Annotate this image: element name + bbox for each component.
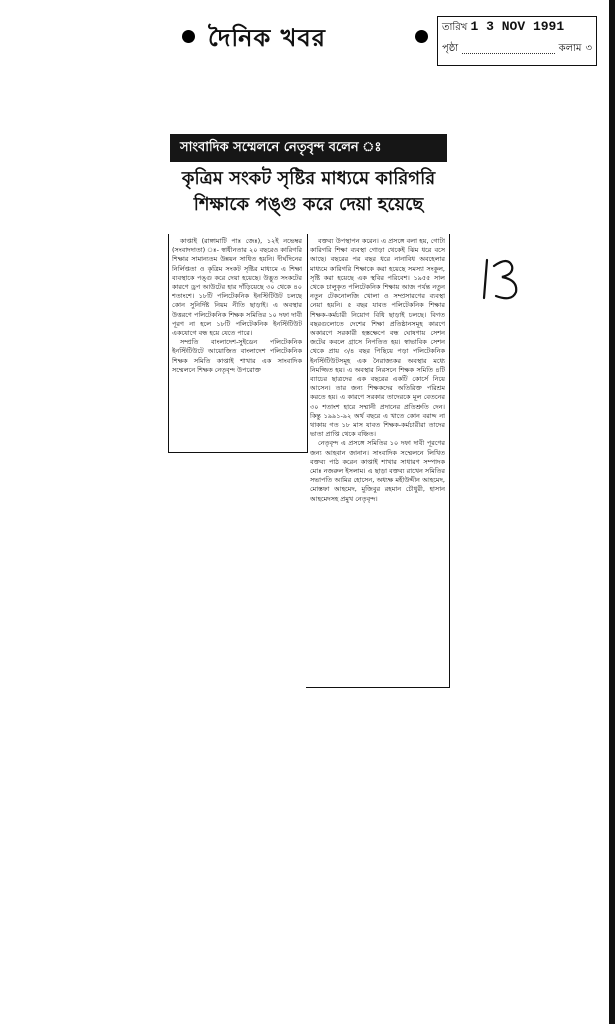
paragraph: সম্প্রতি বাংলাদেশ-সুইডেন পলিটেকনিক ইনস্টিটিউটে আয়োজিত বাংলাদেশ পলিটেকনিক শিক্ষক সমিতি কাপ্তাই শাখার এক সাংবাদিক সম্মেলনে শিক্ষক নেতৃবৃন্দ উপরোক্ত: [172, 338, 302, 374]
column-label: কলাম: [558, 43, 582, 54]
punch-hole-left: [182, 30, 195, 43]
article-column-left: [172, 237, 302, 449]
date-value: 1 3 NOV 1991: [470, 19, 565, 34]
punch-hole-right: [415, 30, 428, 43]
date-stamp: [437, 16, 597, 66]
scan-edge: [609, 0, 615, 1024]
article-column-right: [310, 237, 445, 683]
date-label: তারিখ: [442, 22, 468, 33]
article-headline: কৃত্রিম সংকট সৃষ্টির মাধ্যমে কারিগরি শিক্ষাকে পঙ্গু করে দেয়া হয়েছে: [181, 168, 436, 215]
date-row: [442, 19, 592, 37]
page-fill-line: [462, 45, 554, 54]
column-value: ৩: [585, 43, 592, 54]
paragraph: নেতৃবৃন্দ এ প্রসঙ্গে সমিতির ১০ দফা দাবী পূরণের জন্য আহবান জানান। সাংবাদিক সম্মেলনে লিখিত বক্তব্য পাঠ করেন কাপ্তাই শাখার সাধারণ সম্পাদক মোঃ নজরুল ইসলাম। এ ছাড়া বক্তব্য রাখেন সমিতির সভাপতি আমির হোসেন, অধ্যক্ষ মহীউদ্দীন আহমেদ, মোস্তফা আহমেদ, মুজিবুর রহমান চৌধুরী, হাসান আহমেদসহ প্রমুখ নেতৃবৃন্দ।: [310, 439, 445, 503]
paragraph: বক্তব্য উপস্থাপন করেন। এ প্রসঙ্গে বলা হয়, গোটা কারিগরি শিক্ষা ব্যবস্থা গোড়া থেকেই ঝিম ধরে বসে আছে। বছরের পর বছর ধরে নানাবিধ অবহেলার মাধ্যমে কারিগরি শিক্ষাকে করা হয়েছে সমস্যা সংকুল, সৃষ্টি করা হয়েছে এক স্থবির পরিবেশ। ১৯৫৫ সাল থেকে চালুকৃত পলিটেকনিক শিক্ষায় আজ পর্যন্ত নতুন নতুন টেকনোলজি খোলা ও সম্প্রসারণের ব্যবস্থা নেয়া হয়নি। ৫ বছর যাবত পলিটেকনিক শিক্ষার শিক্ষক-কর্মচারী নিয়োগ বিধি ছাড়াই চলছে। বিগত বছরগুলোতে দেশের শিক্ষা প্রতিষ্ঠানসমূহ কারণে অকারণে সরকারী হস্তক্ষেপে বন্ধ ঘোষণায় সেশন জটের কবলে গ্রাসে নিপতিত হয়। স্বাভাবিক সেশন থেকে প্রায় ৩/৪ বছর পিছিয়ে পড়া পলিটেকনিক ইনস্টিটিউটসমূহ এক নৈরাজ্যকর অবস্থার মধ্যে নিমজ্জিত হয়। এ অবস্থার নিরসনে শিক্ষক সমিতি ৪টি ব্যাচের ছাত্রদের এক বছরের একটি কোর্সে নিয়ে আসেন। তার জন্য শিক্ষকদের অতিরিক্ত পরিশ্রম করতে হয়। এ কারণে সরকার তাদেরকে মূল বেতনের ৩০ শতাংশ হারে সম্মানী প্রদানের প্রতিশ্রুতি দেন। কিন্তু ১৯৯১-৯২ অর্থ বছরে এ খাতে কোন বরাদ্দ না থাকায় গত ১৮ মাস যাবত শিক্ষক-কর্মচারীরা তাদের ভাতা প্রাপ্তি থেকে বঞ্চিত।: [310, 237, 445, 439]
page-column-row: [442, 41, 592, 58]
handwritten-note: [478, 254, 524, 304]
paragraph: কাপ্তাই (রাঙ্গামাটি পাঃ জেঃ), ১২ই নভেম্বর (সংবাদদাতা) ঃ- স্বাধীনতার ২০ বছরেও কারিগরি শিক্ষার সামান্যতম উন্নয়ন সাধিত হয়নি। দীর্ঘদিনের নির্লিপ্ততা ও কৃত্রিম সংকট সৃষ্টির মাধ্যমে এ শিক্ষা ব্যবস্থাকে পঙ্গু করে দেয়া হয়েছে। উদ্ভূত সংকটের কারণে ড্রপ আউটের হার দাঁড়িয়েছে ৩০ থেকে ৪০ শতাংশে। ১৮টি পলিটেকনিক ইনস্টিটিউট চলছে কোন সুনির্দিষ্ট নিয়ম নীতি ছাড়াই। এ অবস্থার উত্তরণে পলিটেকনিক শিক্ষক সমিতির ১০ দফা দাবী পূরণ না হলে ১৮টি পলিটেকনিক ইনস্টিটিউট একযোগে বন্ধ হয়ে যেতে পারে।: [172, 237, 302, 338]
page-label: পৃষ্ঠা: [442, 43, 459, 54]
article-banner: সাংবাদিক সম্মেলনে নেতৃবৃন্দ বলেন ঃ: [170, 134, 447, 162]
newspaper-masthead: দৈনিক খবর: [208, 23, 326, 52]
